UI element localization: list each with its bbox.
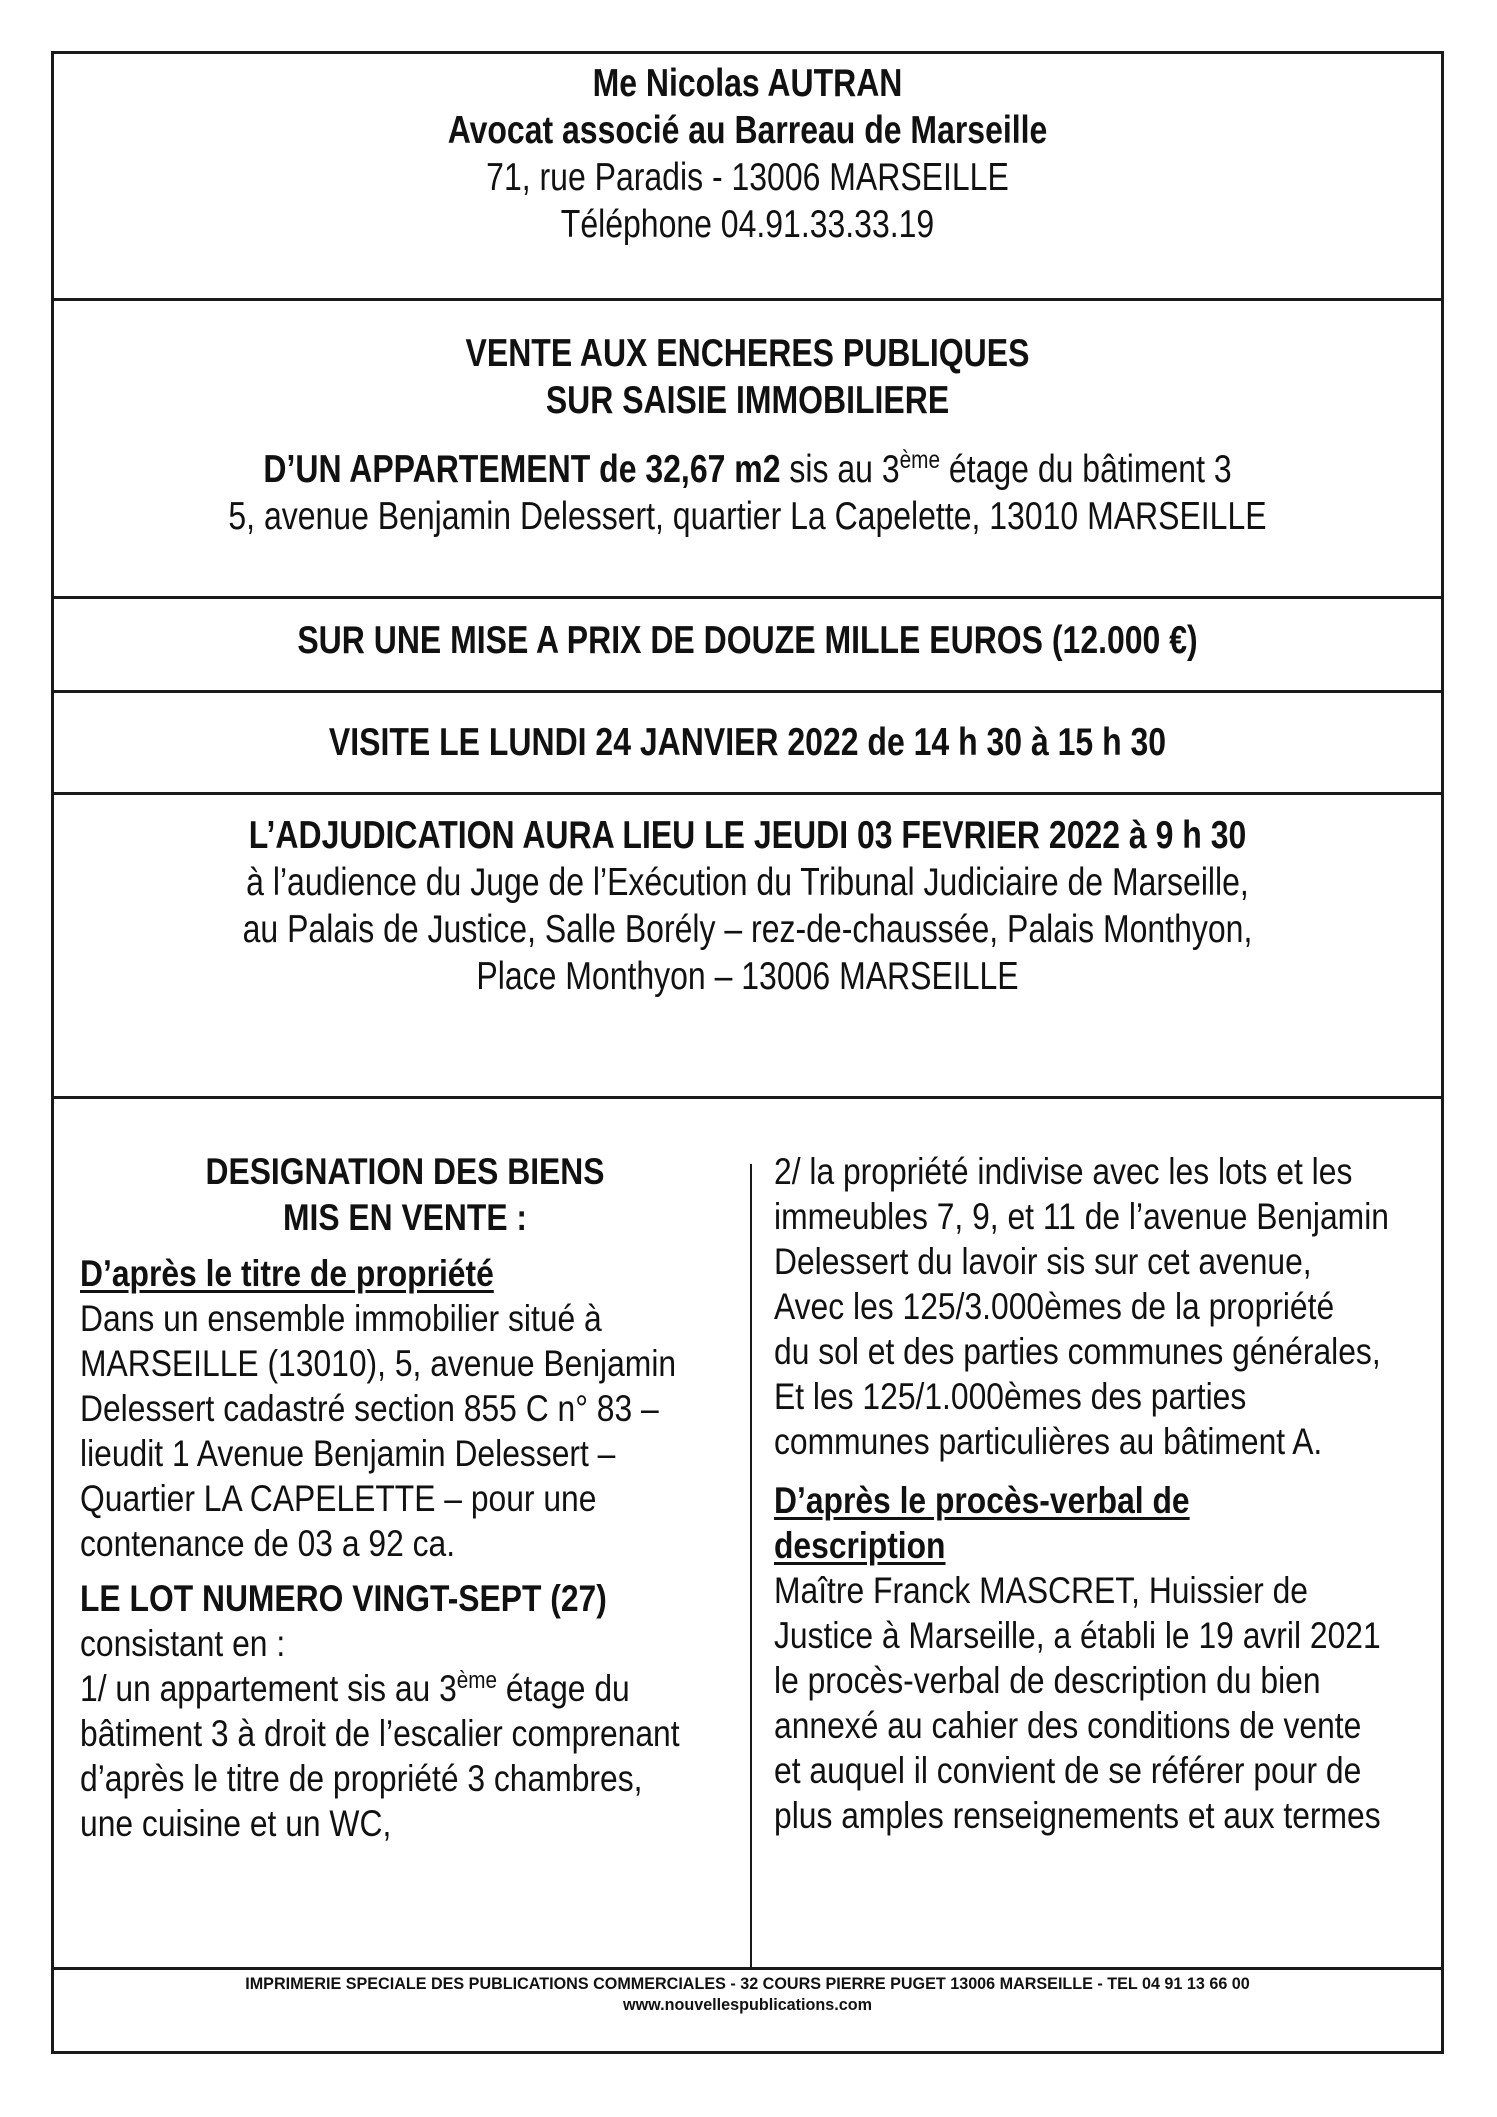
pv-heading-line2: description	[774, 1525, 946, 1566]
sale-heading-line1: VENTE AUX ENCHERES PUBLIQUES	[465, 332, 1030, 375]
text-line: immeubles 7, 9, et 11 de l’avenue Benjamin	[774, 1196, 1389, 1237]
text-line: annexé au cahier des conditions de vente	[774, 1705, 1362, 1746]
divider	[54, 792, 1441, 795]
text-line: d’après le titre de propriété 3 chambres,	[80, 1758, 643, 1799]
lot1-start: 1/ un appartement sis au 3	[80, 1668, 457, 1709]
column-separator	[750, 1164, 752, 1970]
text-line: Justice à Marseille, a établi le 19 avril 2021	[774, 1615, 1381, 1656]
pv-heading-line1: D’après le procès-verbal de	[774, 1480, 1190, 1521]
designation-left-column	[80, 1149, 730, 1846]
text-line: Delessert cadastré section 855 C n° 83 –	[80, 1388, 659, 1429]
text-line: Dans un ensemble immobilier situé à	[80, 1298, 602, 1339]
lot1-text	[80, 1711, 730, 1846]
divider	[54, 596, 1441, 599]
text-line: bâtiment 3 à droit de l’escalier comprenant	[80, 1713, 680, 1754]
text-line: Et les 125/1.000èmes des parties	[774, 1376, 1247, 1417]
lot1-end: étage du	[497, 1668, 630, 1709]
divider	[54, 1096, 1441, 1099]
adjudication-heading: L’ADJUDICATION AURA LIEU LE JEUDI 03 FEVRIER 2022 à 9 h 30	[248, 814, 1247, 857]
lot2-text	[774, 1149, 1424, 1464]
sale-heading-line2: SUR SAISIE IMMOBILIERE	[545, 379, 950, 422]
lot1-sup: ème	[456, 1666, 498, 1694]
property-address: 5, avenue Benjamin Delessert, quartier La Capelette, 13010 MARSEILLE	[228, 495, 1267, 538]
lawyer-title: Avocat associé au Barreau de Marseille	[447, 109, 1048, 152]
starting-price: SUR UNE MISE A PRIX DE DOUZE MILLE EUROS (12.000 €)	[297, 619, 1198, 662]
lawyer-name: Me Nicolas AUTRAN	[592, 62, 903, 105]
adjudication-section	[54, 812, 1441, 1000]
adjudication-line2: au Palais de Justice, Salle Borély – rez-de-chaussée, Palais Monthyon,	[242, 908, 1253, 951]
designation-heading-line2: MIS EN VENTE :	[283, 1197, 527, 1238]
text-line: du sol et des parties communes générales,	[774, 1331, 1381, 1372]
adjudication-line3: Place Monthyon – 13006 MARSEILLE	[476, 955, 1019, 998]
text-line: une cuisine et un WC,	[80, 1803, 392, 1844]
text-line: MARSEILLE (13010), 5, avenue Benjamin	[80, 1343, 677, 1384]
text-line: et auquel il convient de se référer pour de	[774, 1750, 1362, 1791]
notice-frame	[51, 51, 1444, 2054]
footer-printer: IMPRIMERIE SPECIALE DES PUBLICATIONS COMMERCIALES - 32 COURS PIERRE PUGET 13006 MARSEILLE - TEL 04 91 13 66 00	[245, 1974, 1250, 1993]
sale-section	[54, 330, 1441, 540]
text-line: Quartier LA CAPELETTE – pour une	[80, 1478, 597, 1519]
property-mid: sis au 3	[780, 448, 900, 491]
lot1-first-line	[80, 1666, 639, 1711]
text-line: le procès-verbal de description du bien	[774, 1660, 1321, 1701]
lot-intro: consistant en :	[80, 1623, 286, 1664]
footer-website[interactable]: www.nouvellespublications.com	[623, 1995, 872, 2014]
pv-text	[774, 1568, 1424, 1838]
adjudication-line1: à l’audience du Juge de l’Exécution du Tribunal Judiciaire de Marseille,	[246, 861, 1249, 904]
text-line: lieudit 1 Avenue Benjamin Delessert –	[80, 1433, 616, 1474]
property-sup: ème	[899, 446, 941, 475]
designation-heading-line1: DESIGNATION DES BIENS	[205, 1151, 605, 1192]
visit-section	[54, 719, 1441, 766]
lot-heading: LE LOT NUMERO VINGT-SEPT (27)	[80, 1578, 607, 1619]
visit-date: VISITE LE LUNDI 24 JANVIER 2022 de 14 h 30 à 15 h 30	[328, 721, 1167, 764]
property-bold: D’UN APPARTEMENT de 32,67 m2	[263, 448, 781, 491]
text-line: Maître Franck MASCRET, Huissier de	[774, 1570, 1309, 1611]
lawyer-address: 71, rue Paradis - 13006 MARSEILLE	[486, 156, 1009, 199]
lawyer-phone: Téléphone 04.91.33.33.19	[560, 203, 935, 246]
property-line	[179, 446, 1316, 493]
text-line: communes particulières au bâtiment A.	[774, 1421, 1323, 1462]
lawyer-header	[54, 60, 1441, 248]
text-line: Delessert du lavoir sis sur cet avenue,	[774, 1241, 1312, 1282]
designation-heading	[80, 1149, 730, 1241]
divider	[54, 298, 1441, 301]
text-line: contenance de 03 a 92 ca.	[80, 1523, 456, 1564]
property-end: étage du bâtiment 3	[940, 448, 1232, 491]
text-line: plus amples renseignements et aux termes	[774, 1795, 1381, 1836]
designation-right-column	[774, 1149, 1424, 1838]
title-subheading: D’après le titre de propriété	[80, 1253, 494, 1294]
text-line: 2/ la propriété indivise avec les lots et les	[774, 1151, 1353, 1192]
title-text	[80, 1296, 730, 1566]
price-section	[54, 617, 1441, 664]
divider	[54, 690, 1441, 693]
text-line: Avec les 125/3.000èmes de la propriété	[774, 1286, 1335, 1327]
footer	[54, 1968, 1441, 2015]
